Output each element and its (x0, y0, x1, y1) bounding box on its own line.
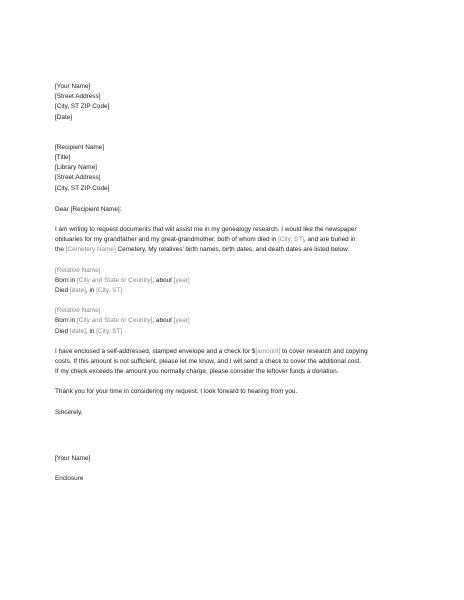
death-city-placeholder: [City, ST] (278, 236, 304, 244)
relative-name: [Relative Name] (55, 307, 101, 315)
sender-city: [City, ST ZIP Code] (55, 103, 110, 111)
intro-text: obituaries for my grandfather and my great-grandmother, both of whom died in (55, 236, 279, 244)
born-label: Born in (55, 276, 78, 284)
died-date-placeholder: [date] (69, 287, 86, 295)
born-place-placeholder: [City and State or Country] (77, 276, 153, 284)
thanks-paragraph: Thank you for your time in considering my request. I look forward to hearing from you. (55, 388, 298, 396)
intro-text: , and are buried in (303, 236, 356, 244)
enclosure-paragraph (55, 347, 424, 378)
intro-text: the (55, 246, 66, 254)
cemetery-placeholder: [Cemetery Name] (65, 246, 116, 254)
recipient-title: [Title] (55, 154, 71, 162)
recipient-library: [Library Name] (55, 164, 97, 172)
recipient-street: [Street Address] (55, 174, 101, 182)
died-date-placeholder: [date] (69, 327, 86, 335)
closing: Sincerely, (55, 408, 83, 416)
intro-line-2 (55, 235, 424, 245)
signature-name: [Your Name] (55, 454, 91, 462)
died-label: Died (55, 327, 70, 335)
enclosed-text: I have enclosed a self-addressed, stamped envelope and a check for $ (55, 347, 256, 355)
recipient-city: [City, ST ZIP Code] (55, 184, 110, 192)
died-place-placeholder: [City, ST] (96, 327, 123, 335)
in-label: , in (85, 327, 97, 335)
born-year-placeholder: [year] (173, 317, 190, 325)
about-label: , about (152, 317, 174, 325)
sender-street: [Street Address] (55, 93, 101, 101)
letter-date: [Date] (55, 113, 73, 121)
sender-name: [Your Name] (55, 83, 91, 90)
relative-born (55, 316, 424, 326)
salutation: Dear [Recipient Name]: (55, 205, 122, 213)
recipient-name: [Recipient Name] (55, 143, 105, 151)
enclosed-line-3: If my check exceeds the amount you normally charge, please consider the leftover funds a donation. (55, 368, 339, 376)
relative-died (55, 327, 424, 337)
relative-born (55, 276, 424, 286)
born-year-placeholder: [year] (173, 276, 190, 284)
in-label: , in (85, 287, 97, 295)
about-label: , about (152, 276, 174, 284)
intro-paragraph (55, 225, 424, 256)
died-place-placeholder: [City, ST] (96, 287, 123, 295)
enclosed-line-1 (55, 347, 424, 357)
born-label: Born in (55, 317, 78, 325)
relative-name: [Relative Name] (55, 266, 101, 274)
relative-entry-2 (55, 306, 424, 337)
enclosed-line-2: costs. If this amount is not sufficient, please let me know, and I will send a check to cover the additional cost. (55, 358, 362, 366)
enclosed-text: to cover research and copying (280, 347, 368, 355)
intro-text: Cemetery. My relatives’ birth names, birth dates, and death dates are listed below. (115, 246, 350, 254)
recipient-address (55, 143, 424, 194)
relative-entry-1 (55, 266, 424, 297)
relative-died (55, 286, 424, 296)
amount-placeholder: [amount] (255, 347, 281, 355)
intro-line-3 (55, 245, 424, 255)
enclosure-note: Enclosure (55, 475, 84, 483)
died-label: Died (55, 287, 70, 295)
born-place-placeholder: [City and State or Country] (77, 317, 153, 325)
sender-address (55, 82, 424, 123)
intro-line-1: I am writing to request documents that will assist me in my genealogy research. I would like the newspaper (55, 226, 357, 234)
